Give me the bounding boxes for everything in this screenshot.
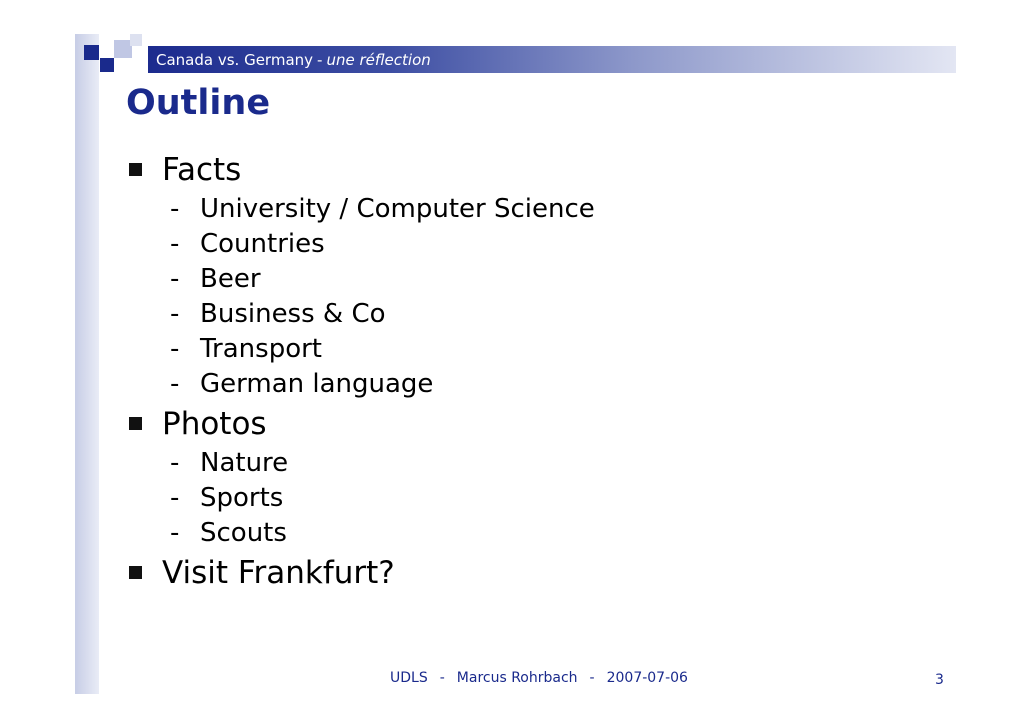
header-subtitle: une réflection [326, 51, 431, 69]
facts-sublist [126, 192, 906, 402]
footer-date: 2007-07-06 [606, 670, 688, 686]
decor-square [84, 45, 99, 60]
dash-bullet-icon: - [170, 264, 180, 294]
dash-bullet-icon: - [170, 229, 180, 259]
square-bullet-icon [129, 163, 142, 176]
dash-bullet-icon: - [170, 483, 180, 513]
section-label: Facts [162, 152, 242, 188]
dash-bullet-icon: - [170, 194, 180, 224]
page-number: 3 [935, 672, 944, 688]
dash-bullet-icon: - [170, 518, 180, 548]
list-item [126, 227, 906, 262]
list-item [126, 262, 906, 297]
list-item-label: Scouts [200, 518, 287, 548]
photos-sublist [126, 446, 906, 551]
footer-separator: - [589, 670, 595, 686]
section-facts [126, 148, 906, 192]
dash-bullet-icon: - [170, 299, 180, 329]
list-item-label: Countries [200, 229, 325, 259]
section-photos [126, 402, 906, 446]
section-label: Photos [162, 406, 267, 442]
dash-bullet-icon: - [170, 369, 180, 399]
decor-square [100, 58, 114, 72]
list-item-label: Sports [200, 483, 284, 513]
footer-separator: - [439, 670, 445, 686]
dash-bullet-icon: - [170, 334, 180, 364]
slide-title: Outline [126, 83, 271, 123]
list-item [126, 192, 906, 227]
list-item [126, 332, 906, 367]
footer-author: Marcus Rohrbach [456, 670, 578, 686]
list-item [126, 516, 906, 551]
dash-bullet-icon: - [170, 448, 180, 478]
section-visit-frankfurt [126, 551, 906, 595]
section-label: Visit Frankfurt? [162, 555, 395, 591]
footer-org: UDLS [390, 670, 428, 686]
list-item-label: Transport [200, 334, 323, 364]
list-item-label: Business & Co [200, 299, 386, 329]
square-bullet-icon [129, 417, 142, 430]
square-bullet-icon [129, 566, 142, 579]
footer [390, 668, 688, 688]
list-item-label: Beer [200, 264, 261, 294]
list-item [126, 297, 906, 332]
list-item-label: University / Computer Science [200, 194, 595, 224]
list-item [126, 481, 906, 516]
list-item [126, 446, 906, 481]
header-title: Canada vs. Germany [156, 51, 314, 69]
header-separator: - [317, 51, 323, 69]
list-item [126, 367, 906, 402]
list-item-label: German language [200, 369, 434, 399]
list-item-label: Nature [200, 448, 289, 478]
header-text [156, 48, 431, 72]
left-decor-bar [75, 34, 99, 694]
outline-list [126, 148, 906, 595]
decor-square [130, 34, 142, 46]
